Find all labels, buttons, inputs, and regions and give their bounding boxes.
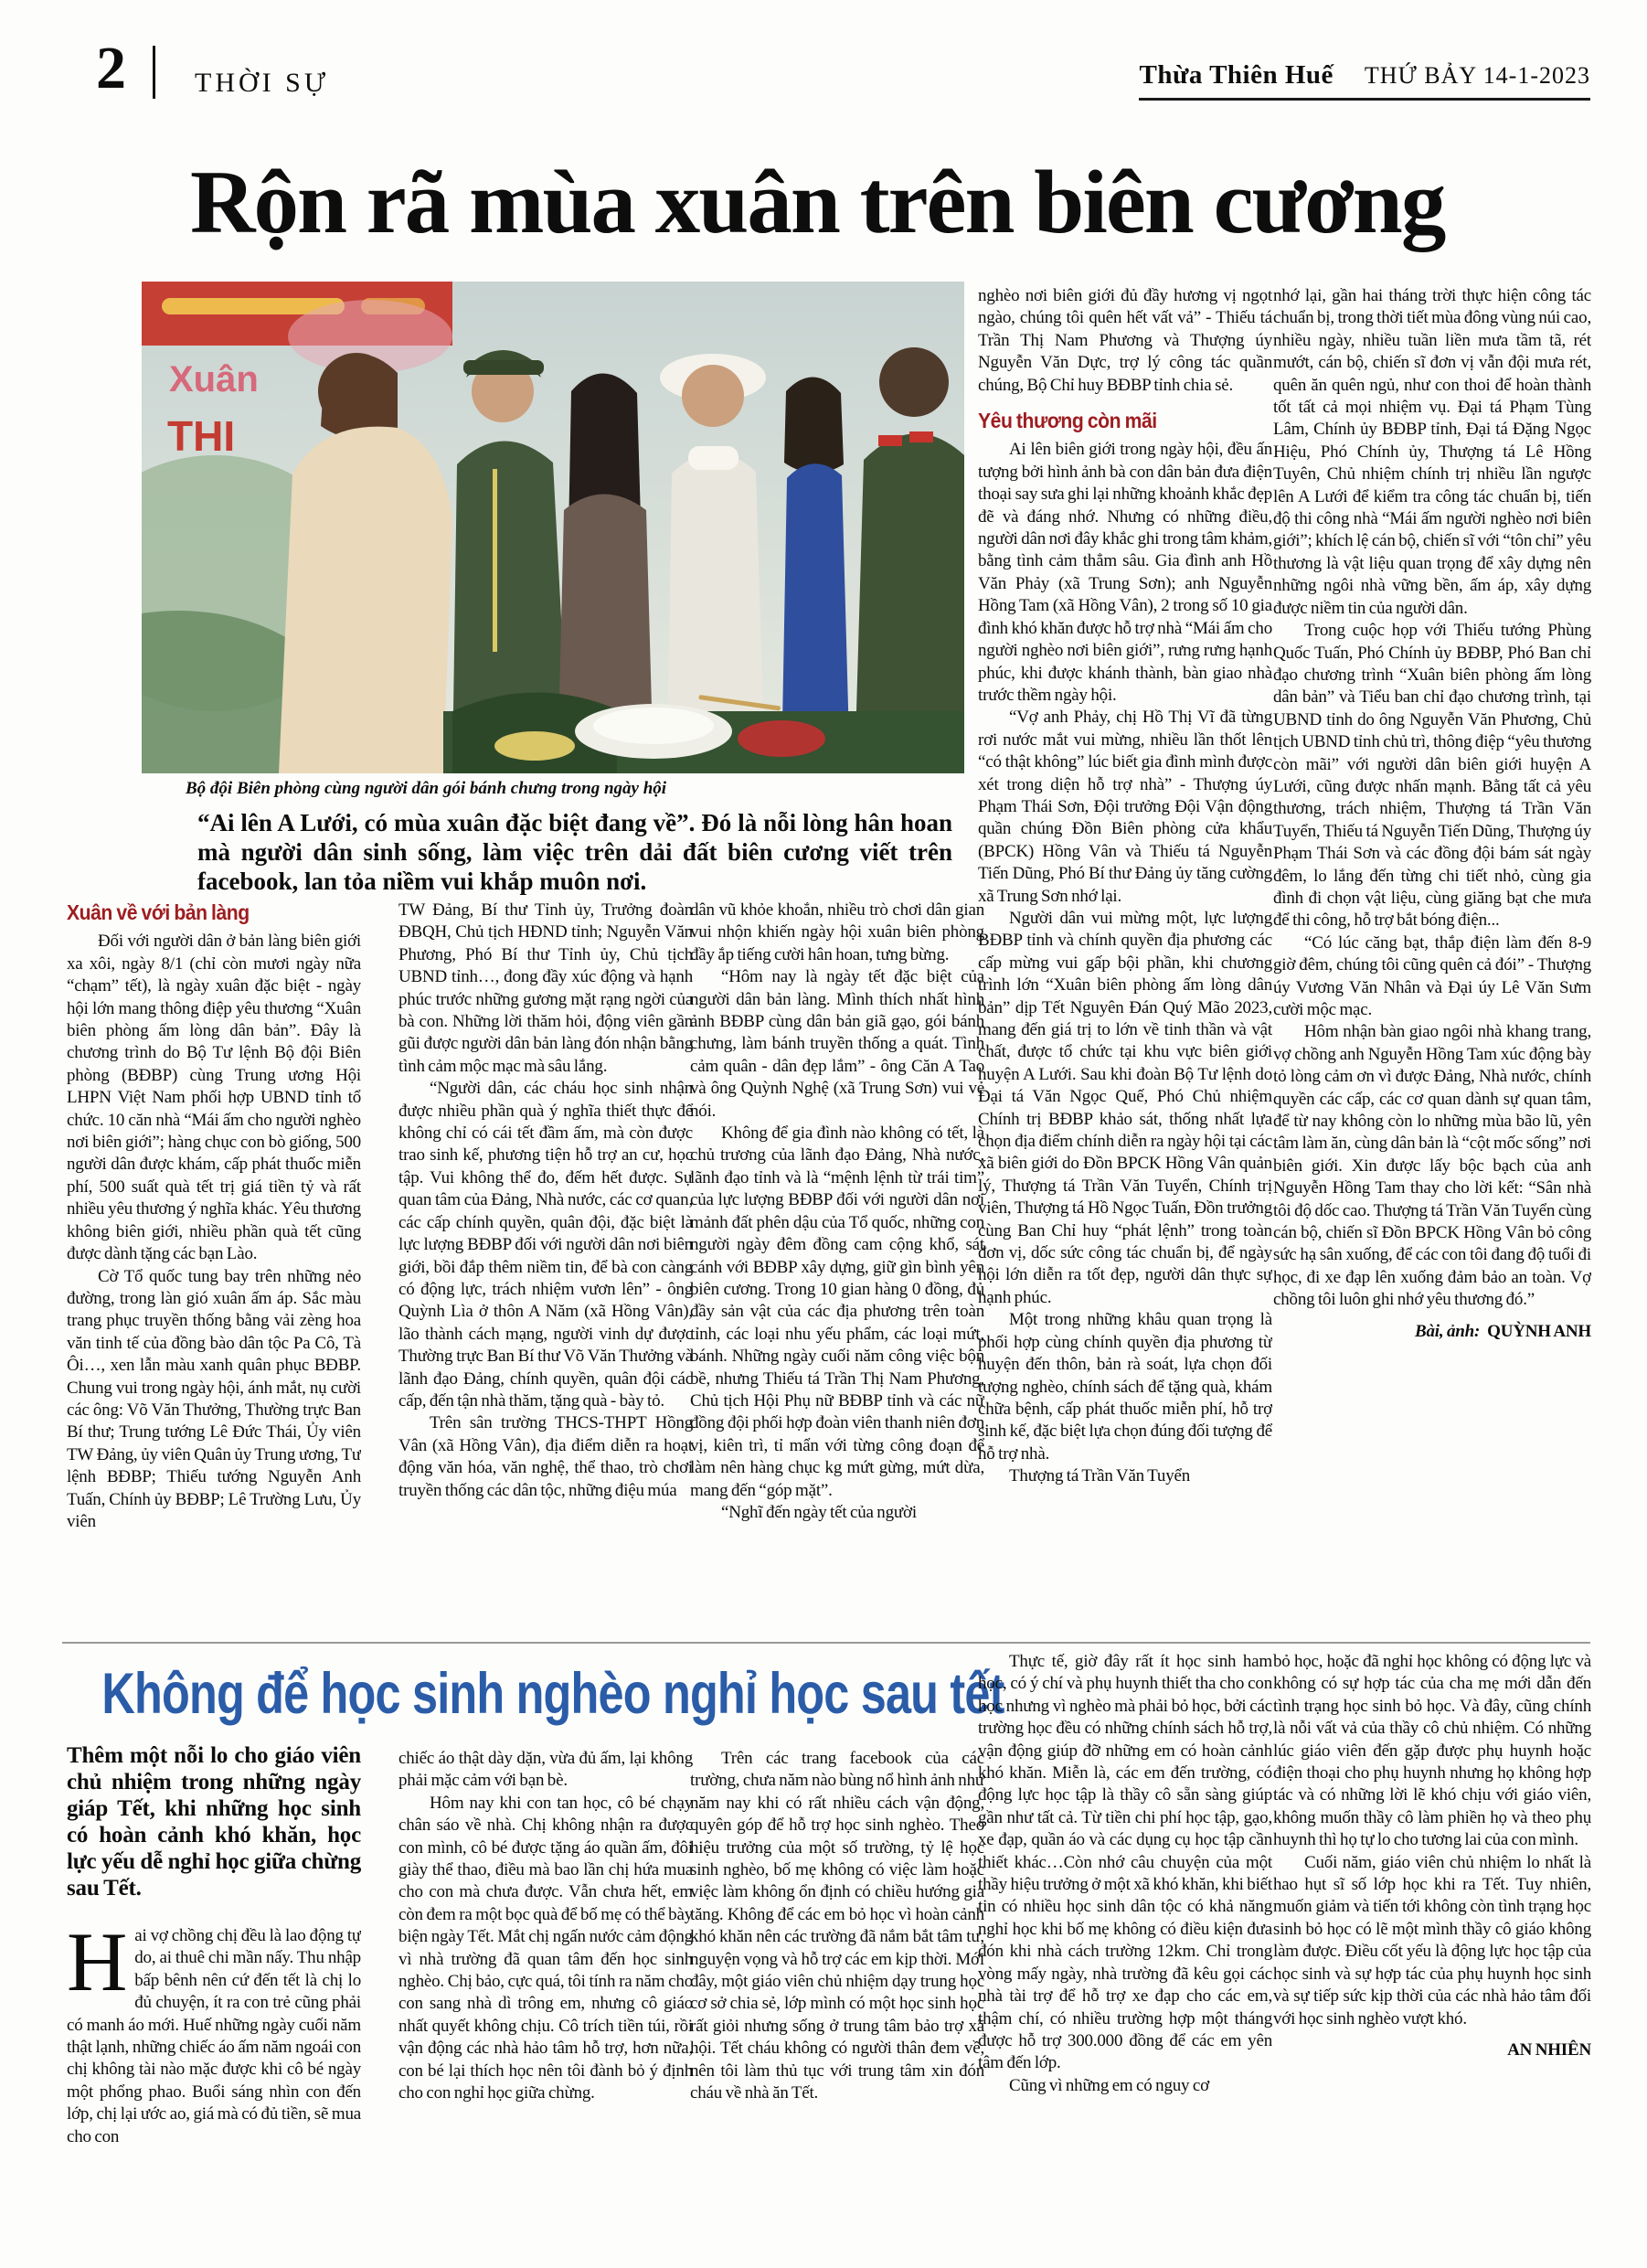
paragraph: “Vợ anh Phảy, chị Hồ Thị Vĩ đã từng rơi nước mắt vui mừng, nhiều lần thốt lên “có thật không” lúc biết gia đình mình được xét trong diện hỗ trợ nhà” - Thượng úy Phạm Thái Sơn, Đội trưởng Đội Vận động quần chúng Đồn Biên phòng cửa khẩu (BPCK) Hồng Vân và Thiếu tá Nguyễn Tiến Dũng, Phó Bí thư Đảng ủy tăng cường xã Trung Sơn nhớ lại. xyxy=(978,708,1272,906)
paragraph: Đối với người dân ở bản làng biên giới xa xôi, ngày 8/1 (chỉ còn mươi ngày nữa “chạm” tết), là ngày xuân đặc biệt - ngày hội lớn mang thông điệp yêu thương “Xuân biên phòng ấm lòng dân bản”. Đây là chương trình do Bộ Tư lệnh Bộ đội Biên phòng (BĐBP) cùng Trung ương Hội LHPN Việt Nam phối hợp UBND tỉnh tổ chức. 10 căn nhà “Mái ấm cho người nghèo nơi biên giới”; hàng chục con bò giống, 500 người dân được khám, cấp phát thuốc miễn phí, 500 suất quà tết trị giá tiền tỷ và rất nhiều yêu thương ý nghĩa khác. Yêu thương không biên giới, nhiều phần quà tết cũng được dành tặng các bạn Lào. xyxy=(67,932,361,1264)
article2-column-1 xyxy=(67,1742,361,2218)
article2-headline xyxy=(101,1653,1004,1735)
byline-name: QUỲNH ANH xyxy=(1487,1321,1591,1341)
paragraph: “Nghĩ đến ngày tết của người xyxy=(721,1502,917,1522)
paragraph: Trên sân trường THCS-THPT Hồng Vân (xã Hồng Vân), địa điểm diễn ra hoạt động văn hóa, văn nghệ, thể thao, trò chơi truyền thống các dân tộc, những điệu múa xyxy=(398,1413,693,1500)
paragraph: Cuối năm, giáo viên chủ nhiệm lo nhất là hao hụt sĩ số lớp học khi ra Tết. Tuy nhiên, muốn giảm và tiến tới không còn tình trạng học sinh bỏ học có lẽ một mình thầy cô giáo không làm được. Điều cốt yếu là động lực học tập của học sinh và sự hợp tác của phụ huynh học sinh và sự tiếp sức kịp thời của các nhà hảo tâm đối với học sinh nghèo vượt khó. xyxy=(1273,1852,1591,2028)
paragraph: Thượng tá Trần Văn Tuyển xyxy=(1009,1466,1191,1486)
svg-text:Xuân: Xuân xyxy=(169,359,259,399)
paragraph: “Người dân, các cháu học sinh nhận được nhiều phần quà ý nghĩa thiết thực để không chỉ có cái tết đầm ấm, mà còn được trao sinh kế, phương tiện hỗ trợ an cư, học tập. Vui không thể đo, đếm hết được. Sự quan tâm của Đảng, Nhà nước, các cơ quan, các cấp chính quyền, quân đội, đặc biệt là lực lượng BĐBP đối với người dân nơi biên giới, bồi đắp thêm niềm tin, để bà con càng có động lực, trách nhiệm vươn lên” - ông Quỳnh Lìa ở thôn A Năm (xã Hồng Vân), lão thành cách mạng, người vinh dự được Thường trực Ban Bí thư Võ Văn Thưởng và lãnh đạo Đảng, chính quyền, quân đội các cấp, đến tận nhà thăm, tặng quà - bày tỏ. xyxy=(398,1079,693,1411)
paragraph: “Hôm nay là ngày tết đặc biệt của người dân bản làng. Mình thích nhất hình ảnh BĐBP cùng dân bản giã gạo, gói bánh chưng, làm bánh truyền thống a quát. Tình cảm quân - dân đẹp lắm” - ông Căn A Tao và ông Quỳnh Nghệ (xã Trung Sơn) vui vẻ nói. xyxy=(690,967,984,1121)
drop-cap: H xyxy=(67,1915,128,2008)
paragraph: nhớ lại, gần hai tháng trời thực hiện công tác chuẩn bị, trong thời tiết mùa đông vùng núi cao, nhiều ngày, nhiều tuần liền mưa tầm tã, rét mướt, cán bộ, chiến sĩ đơn vị vẫn đội mưa rét, quên ăn quên ngủ, như con thoi để hoàn thành tốt tất cả mọi nhiệm vụ. Đại tá Phạm Tùng Lâm, Chính ủy BĐBP tỉnh, Đại tá Đặng Ngọc Hiệu, Phó Chính ủy, Thượng tá Lê Hồng Tuyên, Chủ nhiệm chính trị nhiều lần ngược lên A Lưới để kiểm tra công tác chuẩn bị, tiến độ thi công nhà “Mái ấm người nghèo nơi biên giới”; khích lệ cán bộ, chiến sĩ với “tôn chỉ” yêu thương là vật liệu quan trọng để xây dựng nên những ngôi nhà vững bền, ấm áp, xây dựng được niềm tin của người dân. xyxy=(1273,286,1591,618)
article2-column-5 xyxy=(1273,1651,1591,2245)
page-header xyxy=(96,35,1595,101)
article2-column-4 xyxy=(978,1651,1272,2199)
paragraph: Người dân vui mừng một, lực lượng BĐBP tỉnh và chính quyền địa phương các cấp mừng vui gấp bội phần, khi chương trình lớn “Xuân biên phòng ấm lòng dân bản” dịp Tết Nguyên Đán Quý Mão 2023, mang đến giá trị to lớn về tinh thần và vật chất, được tổ chức tại khu vực biên giới huyện A Lưới. Sau khi đoàn Bộ Tư lệnh do Đại tá Văn Ngọc Quế, Phó Chủ nhiệm Chính trị BĐBP khảo sát, thống nhất lựa chọn địa điểm chính diễn ra ngày hội tại các xã biên giới do Đồn BPCK Hồng Vân quản lý, Thượng tá Trần Văn Tuyển, Chính trị viên, Thượng tá Hồ Ngọc Tuấn, Đồn trưởng cùng Ban Chỉ huy “phát lệnh” trong toàn đơn vị, dốc sức công tác chuẩn bị, để ngày hội lớn diễn ra tốt đẹp, người dân thực sự hạnh phúc. xyxy=(978,908,1272,1307)
article1-column-2 xyxy=(398,900,693,1642)
article1-column-5 xyxy=(1273,285,1591,1638)
article2-column-3 xyxy=(690,1748,984,2187)
paragraph: Trong cuộc họp với Thiếu tướng Phùng Quốc Tuấn, Phó Chính ủy BĐBP, Phó Ban chỉ đạo chương trình “Xuân biên phòng ấm lòng dân bản” và Tiểu ban chỉ đạo chương trình, tại UBND tỉnh do ông Nguyễn Văn Phương, Chủ tịch UBND tỉnh chủ trì, thông điệp “yêu thương còn mãi” với người dân biên giới huyện A Lưới, cũng được nhấn mạnh. Bằng tất cả yêu thương, trách nhiệm, Thượng tá Trần Văn Tuyển, Thiếu tá Nguyễn Tiến Dũng, Thượng úy Phạm Thái Sơn và các đồng đội bám sát ngày đêm, lo lắng đến từng chi tiết nhỏ, cùng gia đình đi chọn vật liệu, cùng giăng bạt che mưa để thi công, hỗ trợ bắt bóng điện... xyxy=(1273,621,1591,931)
photo-illustration xyxy=(142,282,964,773)
paragraph: Một trong những khâu quan trọng là phối hợp cùng chính quyền địa phương từ huyện đến thôn, bản rà soát, lựa chọn đối tượng nghèo, chính sách để tặng quà, khám chữa bệnh, cấp phát thuốc miễn phí, hỗ trợ sinh kế, đặc biệt lựa chọn đúng đối tượng để hỗ trợ nhà. xyxy=(978,1310,1272,1464)
header-divider xyxy=(153,46,155,99)
paragraph: Cờ Tổ quốc tung bay trên những nẻo đường, trong làn gió xuân ấm áp. Sắc màu trang phục truyền thống bằng vải zèng hoa văn tinh tế của đồng bào dân tộc Pa Cô, Tà Ôi…, xen lẫn màu xanh quân phục BĐBP. Chung vui trong ngày hội, ánh mắt, nụ cười các ông: Võ Văn Thưởng, Thường trực Ban Bí thư; Trung tướng Lê Đức Thái, Ủy viên TW Đảng, ủy viên Quân ủy Trung ương, Tư lệnh BĐBP; Thiếu tướng Nguyễn Anh Tuấn, Chính ủy BĐBP; Lê Trường Lưu, Ủy viên xyxy=(67,1266,361,1531)
article1-column-3 xyxy=(690,900,984,1642)
article-separator-rule xyxy=(62,1642,1590,1644)
byline xyxy=(1273,2039,1591,2061)
paragraph: Cũng vì những em có nguy cơ xyxy=(1009,2075,1209,2095)
article1-photo xyxy=(142,282,964,773)
paragraph: Trên các trang facebook của các trường, chưa năm nào bùng nổ hình ảnh như năm nay khi có rất nhiều cách vận động, quyên góp để hỗ trợ học sinh nghèo. Theo hiệu trưởng của một số trường, tỷ lệ học sinh nghèo, bố mẹ không có việc làm hoặc việc làm không ổn định có chiều hướng gia tăng. Không để các em bỏ học vì hoàn cảnh khó khăn nên các trường đã nắm bắt tâm tư, nguyện vọng và hỗ trợ các em kịp thời. Mới đây, một giáo viên chủ nhiệm dạy trung học cơ sở chia sẻ, lớp mình có một học sinh học rất giỏi nhưng sống ở trung tâm bảo trợ xã hội. Tết cháu không có người thân đem về, nên tôi làm thủ tục với trung tâm xin đón cháu về nhà ăn Tết. xyxy=(690,1749,984,2103)
article-intro: Thêm một nỗi lo cho giáo viên chủ nhiệm trong những ngày giáp Tết, khi những học sinh có hoàn cảnh khó khăn, học lực yếu dễ nghỉ học giữa chừng sau Tết. xyxy=(67,1743,361,1901)
article2-column-2 xyxy=(398,1748,693,2177)
page-number: 2 xyxy=(96,35,126,101)
masthead-date xyxy=(1139,60,1590,101)
byline-prefix: Bài, ảnh: xyxy=(1415,1321,1481,1341)
byline xyxy=(1273,1321,1591,1343)
svg-text:THI: THI xyxy=(167,412,236,460)
photo-caption: Bộ đội Biên phòng cùng người dân gói bánh chưng trong ngày hội xyxy=(186,779,667,798)
paragraph: Không để gia đình nào không có tết, là chủ trương của lãnh đạo Đảng, Nhà nước, lãnh đạo tỉnh và là “mệnh lệnh từ trái tim” của lực lượng BĐBP đối với người dân nơi mảnh đất phên dậu của Tổ quốc, những con người ngày đêm đồng cam cộng khổ, sát cánh với BĐBP xây dựng, giữ gìn bình yên biên cương. Trong 10 gian hàng 0 đồng, đủ đầy sản vật của các địa phương trên toàn tỉnh, các loại nhu yếu phẩm, các loại mứt, bánh. Những ngày cuối năm công việc bộn bề, nhưng Thiếu tá Trần Thị Nam Phương, Chủ tịch Hội Phụ nữ BĐBP tỉnh và các nữ đồng đội phối hợp đoàn viên thanh niên đơn vị, kiên trì, tỉ mẩn với từng công đoạn để làm nên hàng chục kg mứt gừng, mứt dừa, mang đến “góp mặt”. xyxy=(690,1123,984,1500)
section-subhead: Yêu thương còn mãi xyxy=(978,409,1157,433)
paragraph: dân vũ khỏe khoắn, nhiều trò chơi dân gian vui nhộn khiến ngày hội xuân biên phòng đầy ắp tiếng cười hân hoan, tưng bừng. xyxy=(690,900,984,964)
issue-date: THỨ BẢY 14-1-2023 xyxy=(1364,62,1590,89)
article1-column-4 xyxy=(978,285,1272,1627)
article1-headline xyxy=(190,153,1598,276)
paragraph: Thực tế, giờ đây rất ít học sinh ham học, có ý chí và phụ huynh thiết tha cho con học nhưng vì nghèo mà phải bỏ học, bởi các trường học đều có những chính sách hỗ trợ, vận động giúp đỡ những em có hoàn cảnh khó khăn. Miễn là, các em đến trường, có động lực học tập là thầy cô sẵn sàng giúp gần như tất cả. Từ tiền chi phí học tập, gạo, xe đạp, quần áo và các dụng cụ học tập cần thiết khác…Còn nhớ câu chuyện của một thầy hiệu trưởng ở một xã khó khăn, khi biết tin có nhiều học sinh dân tộc có khả năng nghỉ học khi bố mẹ không có điều kiện đưa đón khi nhà cách trường 12km. Chỉ trong vòng mấy ngày, nhà trường đã kêu gọi các nhà tài trợ để hỗ trợ xe đạp cho các em, thậm chí, có nhiều trường hợp một tháng được hỗ trợ 300.000 đồng để các em yên tâm đến lớp. xyxy=(978,1652,1272,2073)
paragraph: Hôm nhận bàn giao ngôi nhà khang trang, vợ chồng anh Nguyễn Hồng Tam xúc động bày tỏ lòng cảm ơn vì được Đảng, Nhà nước, chính quyền các cấp, các cơ quan dành sự quan tâm, để từ nay không còn lo những mùa bão lũ, yên tâm làm ăn, cùng dân bản là “cột mốc sống” nơi biên giới. Xin được lấy bộc bạch của anh Nguyễn Hồng Tam thay cho lời kết: “Sân nhà tôi độ dốc cao. Thượng tá Trần Văn Tuyển cùng cán bộ, chiến sĩ Đồn BPCK Hồng Vân bỏ công sức hạ sân xuống, để các con tôi đang độ tuổi đi học, đi xe đạp lên xuống đảm bảo an toàn. Vợ chồng tôi luôn ghi nhớ yêu thương đó.” xyxy=(1273,1022,1591,1310)
article2-headline-text: Không để học sinh nghèo nghỉ học sau tết xyxy=(101,1662,1004,1726)
paragraph: “Có lúc căng bạt, thắp điện làm đến 8-9 giờ đêm, chúng tôi cũng quên cả đói” - Thượng úy Vương Văn Nhân và Đại úy Lê Văn Sưm cười mộc mạc. xyxy=(1273,932,1591,1019)
paragraph: nghèo nơi biên giới đủ đầy hương vị ngọt ngào, chúng tôi quên hết vất vả” - Thiếu tá Trần Thị Nam Phương và Thượng úy Nguyễn Văn Dực, trợ lý công tác quần chúng, Bộ Chỉ huy BĐBP tỉnh chia sẻ. xyxy=(978,286,1272,395)
masthead: Thừa Thiên Huế xyxy=(1139,60,1334,90)
paragraph: Hôm nay khi con tan học, cô bé chạy chân sáo về nhà. Chị không nhận ra được con mình, cô bé được tặng áo quần ấm, đôi giày thể thao, điều mà bao lần chị hứa mua cho con mà chưa được. Vẫn chưa hết, em còn đem ra một bọc quà để bố mẹ có thể bày biện ngày Tết. Mắt chị ngấn nước cảm động vì nhà trường đã quan tâm đến học sinh nghèo. Chị bảo, cực quá, tôi tính ra năm cho con sang nhà dì trông em, nhưng cô giáo nhất quyết không chịu. Cô trích tiền túi, rồi vận động các nhà hảo tâm hỗ trợ, hơn nữa, con bé lại thích học nên tôi đành bỏ ý định cho con nghỉ học giữa chừng. xyxy=(398,1793,693,2103)
article1-column-1 xyxy=(67,900,361,1642)
paragraph: chiếc áo thật dày dặn, vừa đủ ấm, lại không phải mặc cảm với bạn bè. xyxy=(398,1749,693,1791)
paragraph: Ai lên biên giới trong ngày hội, đều ấn tượng bởi hình ảnh bà con dân bản đưa điện thoại say sưa ghi lại những khoảnh khắc đẹp đẽ và đáng nhớ. Nhưng có những điều, người dân nơi đây khắc ghi trong tâm khảm, bằng tình cảm thẳm sâu. Gia đình anh Hồ Văn Phảy (xã Trung Sơn); anh Nguyễn Hồng Tam (xã Hồng Vân), 2 trong số 10 gia đình khó khăn được hỗ trợ nhà “Mái ấm cho người nghèo nơi biên giới”, rưng rưng hạnh phúc, khi được khánh thành, bàn giao nhà trước thềm ngày hội. xyxy=(978,440,1272,705)
article1-headline-text: Rộn rã mùa xuân trên biên cương xyxy=(190,153,1445,252)
section-title: THỜI SỰ xyxy=(195,68,330,98)
byline-name: AN NHIÊN xyxy=(1507,2039,1591,2060)
section-subhead: Xuân về với bản làng xyxy=(67,900,250,924)
paragraph: bỏ học, hoặc đã nghỉ học không có động lực và không có sự hợp tác của cha mẹ mới dẫn đến tình trạng học sinh bỏ học. Và đây, cũng chính là nỗi vất vả của thầy cô chủ nhiệm. Có những lúc giáo viên đến gặp được phụ huynh hoặc điện thoại cho phụ huynh nhưng họ không hợp tác và có những lời lẽ khó chịu với giáo viên, không muốn thầy cô làm phiền họ và theo phụ huynh thì họ tự lo cho tương lai của con mình. xyxy=(1273,1652,1591,1850)
article1-lede: “Ai lên A Lưới, có mùa xuân đặc biệt đang về”. Đó là nỗi lòng hân hoan mà người dân sinh sống, làm việc trên dải đất biên cương viết trên facebook, lan tỏa niềm vui khắp muôn nơi. xyxy=(197,809,952,895)
paragraph-dropcap: Hai vợ chồng chị đều là lao động tự do, ai thuê chi mần nấy. Thu nhập bấp bênh nên cứ đến tết là chị lo đủ chuyện, ít ra con trẻ cũng phải có manh áo mới. Huế những ngày cuối năm thật lạnh, những chiếc áo ấm năm ngoái con chị không tài nào mặc được khi cô bé ngày một phổng phao. Buổi sáng nhìn con đến lớp, chị lại ước ao, giá mà có đủ tiền, sẽ mua cho con xyxy=(67,1915,361,2146)
paragraph: TW Đảng, Bí thư Tỉnh ủy, Trưởng đoàn ĐBQH, Chủ tịch HĐND tỉnh; Nguyễn Văn Phương, Phó Bí thư Tỉnh ủy, Chủ tịch UBND tỉnh…, đong đầy xúc động và hạnh phúc trước những gương mặt rạng ngời của bà con. Những lời thăm hỏi, động viên gần gũi được người dân bản làng đón nhận bằng tình cảm mộc mạc mà sâu lắng. xyxy=(398,900,693,1076)
